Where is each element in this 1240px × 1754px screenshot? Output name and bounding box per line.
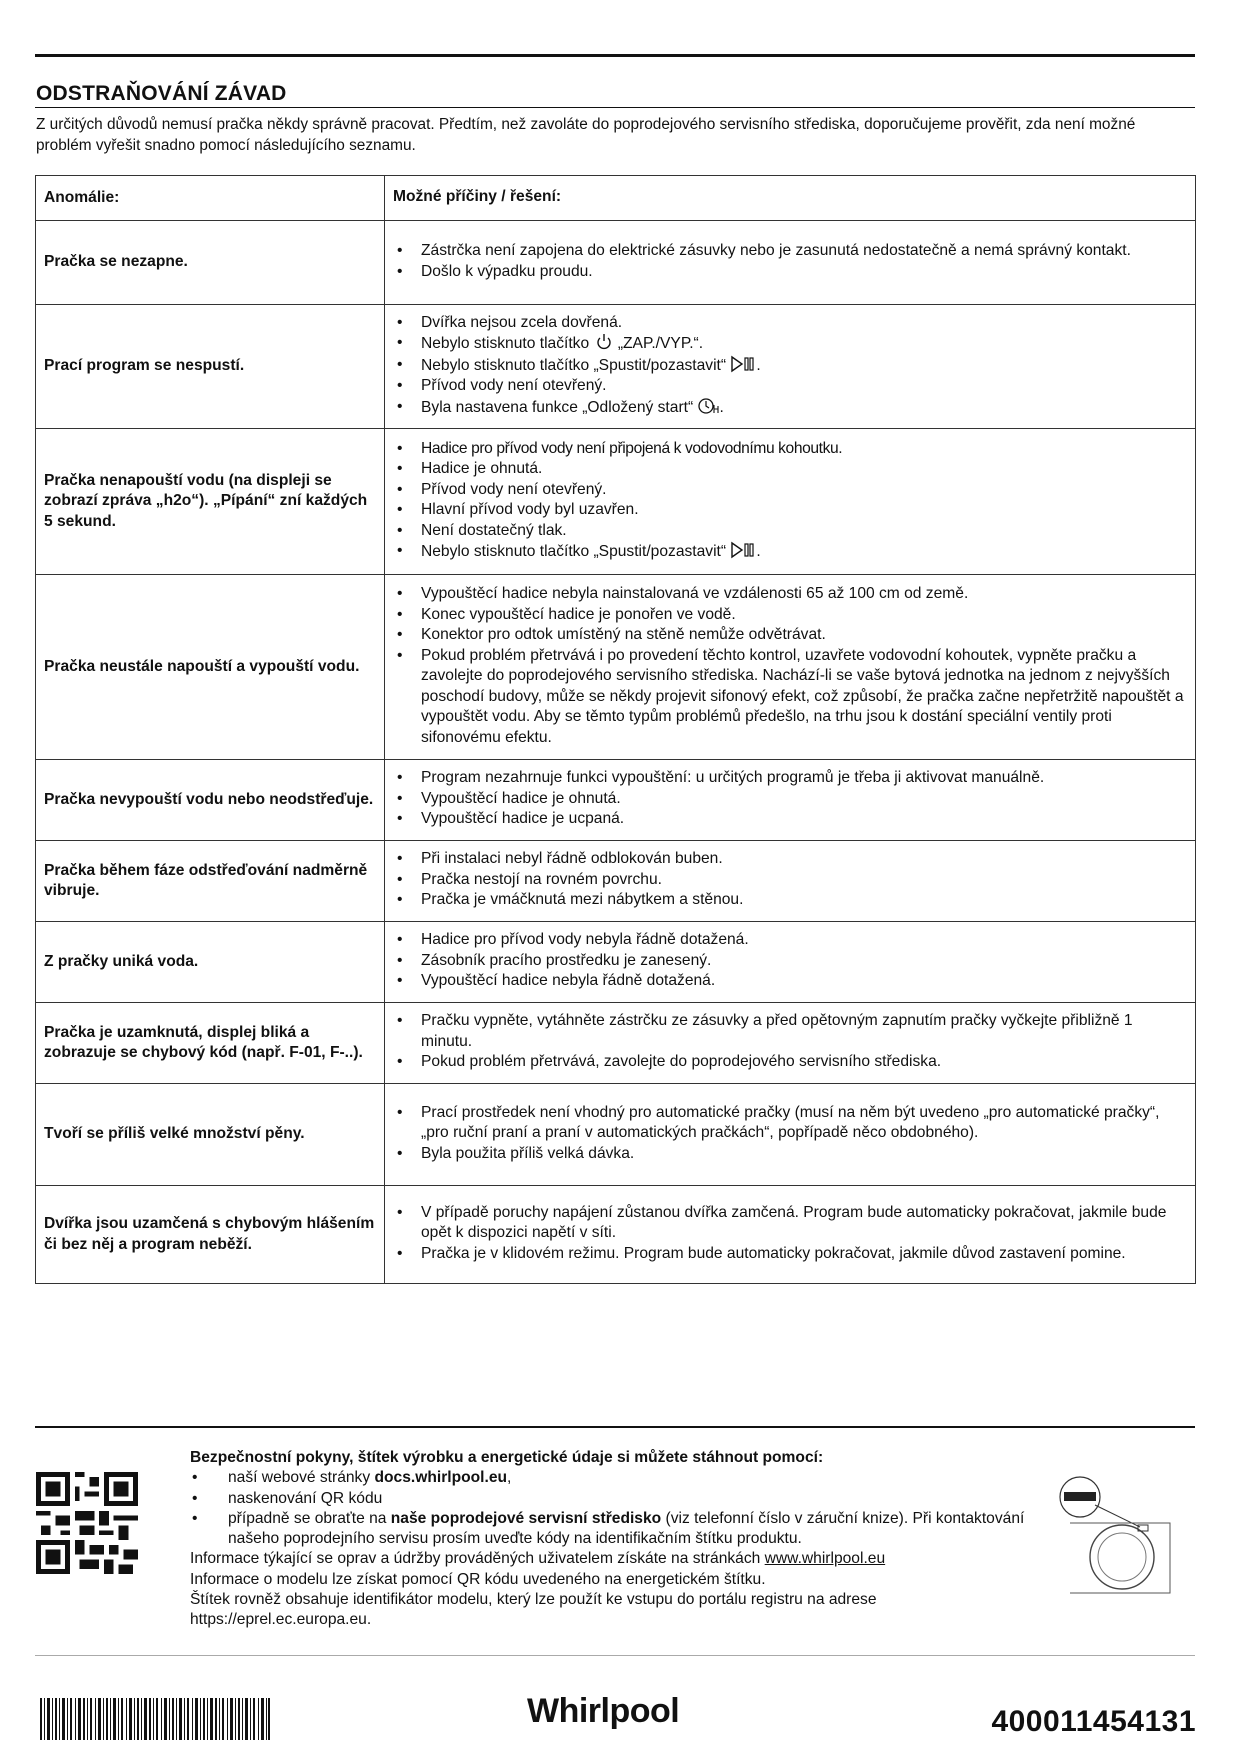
causes-cell — [385, 575, 1196, 760]
cause-item: • Vypouštěcí hadice je ohnutá. — [393, 789, 1187, 810]
table-row — [36, 922, 1196, 1003]
cause-item — [393, 333, 1187, 355]
table-row — [36, 221, 1196, 305]
causes-cell — [385, 841, 1196, 922]
page-title: ODSTRAŇOVÁNÍ ZÁVAD — [36, 82, 287, 105]
whirlpool-logo: Whirlpool — [527, 1692, 680, 1730]
cause-item: • Při instalaci nebyl řádně odblokován buben. — [393, 849, 1187, 870]
anomaly-cell: Pračka během fáze odstřeďování nadměrně vibruje. — [36, 841, 385, 922]
start-pause-icon — [730, 355, 756, 373]
table-row — [36, 305, 1196, 429]
anomaly-cell: Pračka nevypouští vodu nebo neodstřeďuje. — [36, 760, 385, 841]
anomaly-cell: Prací program se nespustí. — [36, 305, 385, 429]
table-row — [36, 760, 1196, 841]
table-row — [36, 1003, 1196, 1084]
troubleshooting-table — [35, 175, 1196, 1284]
table-row — [36, 841, 1196, 922]
qr-code-icon — [36, 1472, 138, 1574]
cause-item: • Zástrčka není zapojena do elektrické zásuvky nebo je zasunutá nedostatečně a nemá správný kontakt. — [393, 241, 1187, 262]
table-row — [36, 575, 1196, 760]
causes-cell — [385, 429, 1196, 575]
causes-cell — [385, 1003, 1196, 1084]
causes-cell — [385, 922, 1196, 1003]
start-pause-icon — [730, 541, 756, 559]
cause-item: • Konektor pro odtok umístěný na stěně nemůže odvětrávat. — [393, 625, 1187, 646]
cause-item: • Pračku vypněte, vytáhněte zástrčku ze zásuvky a před opětovným zapnutím pračky vyčkejte přibližně 1 minutu. — [393, 1011, 1187, 1052]
cause-item: • Hlavní přívod vody byl uzavřen. — [393, 500, 1187, 521]
footer-rule — [35, 1426, 1195, 1428]
bottom-rule — [35, 1655, 1195, 1656]
causes-cell — [385, 1186, 1196, 1284]
cause-text: Nebylo stisknuto tlačítko — [421, 335, 590, 353]
cause-item: • Dvířka nejsou zcela dovřená. — [393, 313, 1187, 334]
anomaly-cell: Pračka je uzamknutá, displej bliká a zobrazuje se chybový kód (např. F-01, F-..). — [36, 1003, 385, 1084]
cause-item: • Přívod vody není otevřený. — [393, 376, 1187, 397]
footer-item — [190, 1509, 1030, 1550]
cause-item: • Konec vypouštěcí hadice je ponořen ve vodě. — [393, 605, 1187, 626]
footer-item: • naskenování QR kódu — [190, 1489, 1030, 1509]
whirlpool-link[interactable]: www.whirlpool.eu — [764, 1550, 886, 1568]
anomaly-cell: Dvířka jsou uzamčená s chybovým hlášením či bez něj a program neběží. — [36, 1186, 385, 1284]
cause-text: Nebylo stisknuto tlačítko „Spustit/pozastavit“ — [421, 356, 727, 374]
service-center-text: naše poprodejové servisní středisko — [390, 1509, 662, 1527]
cause-item: • Pračka je vmáčknutá mezi nábytkem a stěnou. — [393, 890, 1187, 911]
power-icon — [594, 333, 614, 351]
causes-cell — [385, 305, 1196, 429]
cause-item: • Vypouštěcí hadice je ucpaná. — [393, 809, 1187, 830]
table-header-row — [36, 176, 1196, 221]
barcode-icon — [40, 1698, 270, 1740]
footer-info — [190, 1448, 1030, 1631]
onoff-label: „ZAP./VYP.“. — [617, 335, 704, 353]
cause-item: • Pokud problém přetrvává i po provedení těchto kontrol, uzavřete vodovodní kohoutek, vypněte pračku a zavolejte do poprodejového servisního střediska. Nachází-li se vaše bytová jednotka na jednom z nejvyšších poschodí budovy, může se někdy projevit sifonový efekt, což způsobí, že pračka začne nepřetržitě napouštět a vypouštět vodu. Aby se těmto typům problémů předešlo, na trhu jsou k dostání speciální ventily proti sifonovému efektu. — [393, 646, 1187, 749]
cause-item: • Pokud problém přetrvává, zavolejte do poprodejového servisního střediska. — [393, 1052, 1187, 1073]
causes-cell — [385, 1084, 1196, 1186]
cause-item: • Pračka je v klidovém režimu. Program bude automaticky pokračovat, jakmile důvod zastavení pomine. — [393, 1244, 1187, 1265]
cause-item: • Není dostatečný tlak. — [393, 521, 1187, 542]
docs-link[interactable]: docs.whirlpool.eu — [374, 1469, 508, 1487]
footer-line — [190, 1549, 1030, 1569]
footer-heading: Bezpečnostní pokyny, štítek výrobku a energetické údaje si můžete stáhnout pomocí: — [190, 1449, 824, 1466]
footer-line: Štítek rovněž obsahuje identifikátor modelu, který lze použít ke vstupu do portálu registru na adrese https://eprel.ec.europa.eu. — [190, 1591, 877, 1629]
cause-item: • Hadice je ohnutá. — [393, 459, 1187, 480]
table-row — [36, 1084, 1196, 1186]
intro-paragraph: Z určitých důvodů nemusí pračka někdy správně pracovat. Předtím, než zavoláte do poprodejového servisního střediska, doporučujeme prověřit, zda není možné problém vyřešit snadno pomocí následujícího seznamu. — [36, 116, 1136, 154]
causes-cell — [385, 760, 1196, 841]
footer-text: naší webové stránky — [228, 1469, 375, 1487]
anomaly-cell: Pračka se nezapne. — [36, 221, 385, 305]
anomaly-cell: Pračka nenapouští vodu (na displeji se zobrazí zpráva „h2o“). „Pípání“ zní každých 5 sekund. — [36, 429, 385, 575]
cause-item: • Prací prostředek není vhodný pro automatické pračky (musí na něm být uvedeno „pro automatické pračky“, „pro ruční praní a praní v automatických pračkách“, popřípadě něco obdobného). — [393, 1103, 1187, 1144]
anomaly-cell: Z pračky uniká voda. — [36, 922, 385, 1003]
cause-item: • Nebylo stisknuto tlačítko „Spustit/pozastavit“ . — [393, 541, 1187, 563]
delay-start-icon — [698, 397, 720, 415]
anomaly-cell: Tvoří se příliš velké množství pěny. — [36, 1084, 385, 1186]
cause-item: • Přívod vody není otevřený. — [393, 480, 1187, 501]
washing-machine-label-icon — [1050, 1475, 1185, 1595]
cause-item: • Vypouštěcí hadice nebyla nainstalovaná ve vzdálenosti 65 až 100 cm od země. — [393, 584, 1187, 605]
cause-item: • Hadice pro přívod vody není připojená k vodovodnímu kohoutku. — [393, 439, 1187, 460]
cause-item: • Pračka nestojí na rovném povrchu. — [393, 870, 1187, 891]
cause-item: • Zásobník pracího prostředku je zanesený. — [393, 951, 1187, 972]
cause-item: • V případě poruchy napájení zůstanou dvířka zamčená. Program bude automaticky pokračovat, jakmile bude opět k dispozici napětí v síti. — [393, 1203, 1187, 1244]
part-number: 400011454131 — [991, 1705, 1196, 1738]
header-anomaly: Anomálie: — [36, 176, 385, 221]
table-row — [36, 1186, 1196, 1284]
cause-item: • Vypouštěcí hadice nebyla řádně dotažená. — [393, 971, 1187, 992]
anomaly-cell: Pračka neustále napouští a vypouští vodu. — [36, 575, 385, 760]
top-rule — [35, 54, 1195, 57]
cause-item: • Program nezahrnuje funkci vypouštění: u určitých programů je třeba ji aktivovat manuálně. — [393, 768, 1187, 789]
cause-text: Nebylo stisknuto tlačítko „Spustit/pozastavit“ — [421, 543, 727, 560]
footer-line: Informace o modelu lze získat pomocí QR kódu uvedeného na energetickém štítku. — [190, 1570, 766, 1588]
header-causes: Možné příčiny / řešení: — [385, 176, 1196, 221]
cause-item: • Došlo k výpadku proudu. — [393, 262, 1187, 283]
cause-item: • Hadice pro přívod vody nebyla řádně dotažená. — [393, 930, 1187, 951]
footer-text: případně se obraťte na — [228, 1509, 391, 1527]
title-underline — [35, 107, 1195, 108]
footer-item — [190, 1468, 1030, 1488]
footer-text: , — [507, 1469, 512, 1487]
cause-item: • Byla nastavena funkce „Odložený start“ . — [393, 397, 1187, 419]
cause-item: • Byla použita příliš velká dávka. — [393, 1144, 1187, 1165]
cause-text: Byla nastavena funkce „Odložený start“ — [421, 398, 694, 416]
cause-item: • Nebylo stisknuto tlačítko „Spustit/pozastavit“ . — [393, 355, 1187, 377]
footer-text: Informace týkající se oprav a údržby prováděných uživatelem získáte na stránkách — [190, 1550, 765, 1568]
table-row — [36, 429, 1196, 575]
footer-text: (viz telefonní číslo v záruční knize). Při kontaktování našeho poprodejního servisu prosím uveďte kódy na identifikačním štítku produktu. — [228, 1509, 1025, 1548]
causes-cell — [385, 221, 1196, 305]
